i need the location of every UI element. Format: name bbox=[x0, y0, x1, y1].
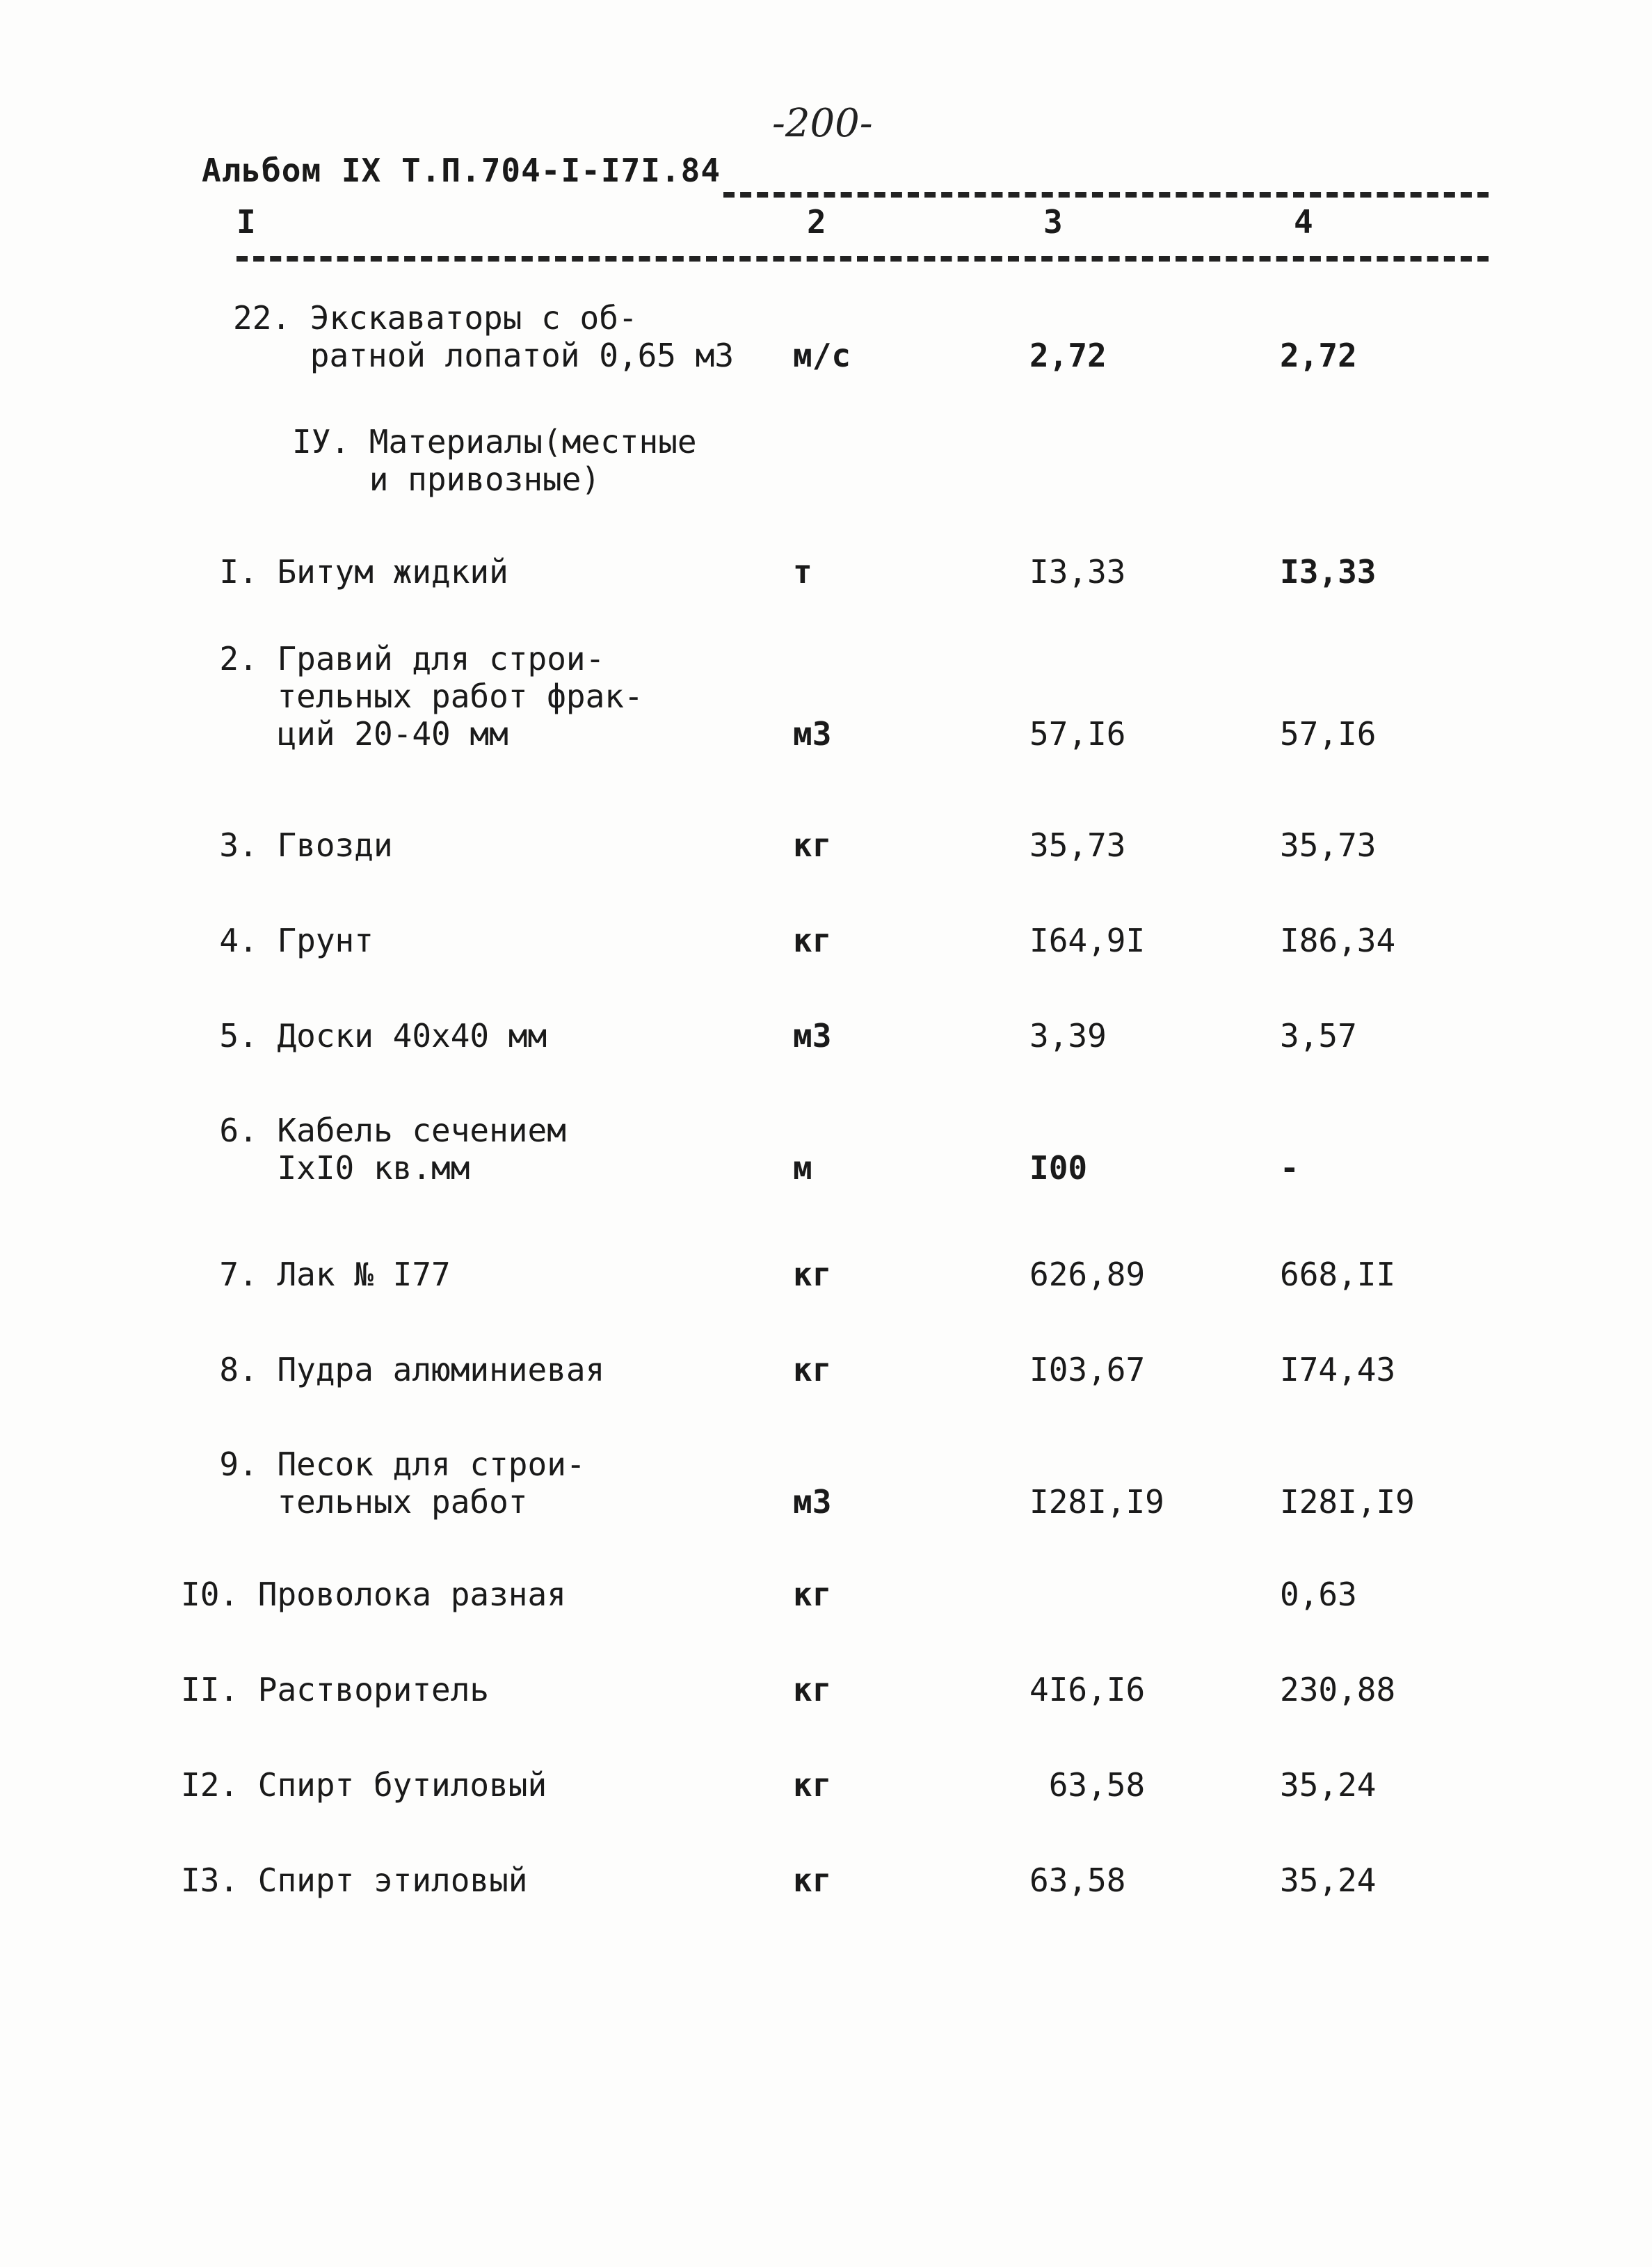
item-name: 2. Гравий для строи- тельных работ фрак- ций 20-40 мм bbox=[219, 640, 643, 753]
item-value-col4: 35,24 bbox=[1280, 1766, 1377, 1804]
item-unit: кг bbox=[793, 1256, 832, 1293]
page-number: -200- bbox=[772, 101, 873, 146]
item-unit: м3 bbox=[793, 1483, 832, 1521]
item-value-col3: 63,58 bbox=[1029, 1766, 1146, 1804]
item-value-col4: I86,34 bbox=[1280, 922, 1396, 959]
item-value-col3: I28I,I9 bbox=[1029, 1483, 1164, 1521]
item-value-col3: I00 bbox=[1029, 1149, 1088, 1187]
item-value-col4: I74,43 bbox=[1280, 1351, 1396, 1388]
item-name: I2. Спирт бутиловый bbox=[181, 1766, 547, 1804]
header-top-rule bbox=[723, 192, 1489, 198]
item-name: II. Растворитель bbox=[181, 1671, 490, 1708]
item-name: I0. Проволока разная bbox=[181, 1576, 566, 1613]
item-value-col4: - bbox=[1280, 1149, 1299, 1187]
item-unit: кг bbox=[793, 1576, 832, 1613]
column-header-3: 3 bbox=[1043, 203, 1063, 241]
item-unit: кг bbox=[793, 1861, 832, 1899]
item-unit: м3 bbox=[793, 715, 832, 753]
item-unit: м3 bbox=[793, 1017, 832, 1055]
item-value-col4: 0,63 bbox=[1280, 1576, 1357, 1613]
item-value-col3: 2,72 bbox=[1029, 337, 1107, 374]
item-value-col3: 626,89 bbox=[1029, 1256, 1146, 1293]
item-name: 5. Доски 40х40 мм bbox=[181, 1017, 547, 1055]
item-value-col3: 57,I6 bbox=[1029, 715, 1126, 753]
item-value-col4: 230,88 bbox=[1280, 1671, 1396, 1708]
item-unit: м bbox=[793, 1149, 812, 1187]
item-unit: кг bbox=[793, 922, 832, 959]
item-value-col4: 35,24 bbox=[1280, 1861, 1377, 1899]
item-name: 4. Грунт bbox=[181, 922, 374, 959]
item-value-col4: 3,57 bbox=[1280, 1017, 1357, 1055]
item-value-col3: 3,39 bbox=[1029, 1017, 1107, 1055]
item-value-col3: I03,67 bbox=[1029, 1351, 1146, 1388]
item-name: I3. Спирт этиловый bbox=[181, 1861, 528, 1899]
item-value-col4: I28I,I9 bbox=[1280, 1483, 1415, 1521]
item-value-col3: 63,58 bbox=[1029, 1861, 1126, 1899]
item-unit: м/с bbox=[793, 337, 851, 374]
item-name: 3. Гвозди bbox=[181, 826, 393, 864]
item-name: 7. Лак № I77 bbox=[181, 1256, 451, 1293]
section-title: IУ. Материалы(местные и привозные) bbox=[292, 423, 697, 498]
column-header-2: 2 bbox=[807, 203, 826, 241]
item-value-col3: I3,33 bbox=[1029, 553, 1126, 591]
item-value-col4: 668,II bbox=[1280, 1256, 1396, 1293]
item-name: 6. Кабель сечением IxI0 кв.мм bbox=[219, 1112, 566, 1187]
item-value-col4: 35,73 bbox=[1280, 826, 1377, 864]
item-name: 22. Экскаваторы с об- ратной лопатой 0,65 м3 bbox=[233, 299, 735, 374]
item-value-col3: 35,73 bbox=[1029, 826, 1126, 864]
item-value-col3: 4I6,I6 bbox=[1029, 1671, 1146, 1708]
column-header-1: I bbox=[236, 203, 256, 241]
item-unit: кг bbox=[793, 1671, 832, 1708]
item-unit: кг bbox=[793, 826, 832, 864]
item-unit: кг bbox=[793, 1766, 832, 1804]
item-name: 9. Песок для строи- тельных работ bbox=[219, 1445, 586, 1521]
header-bottom-rule bbox=[236, 256, 1489, 262]
column-header-4: 4 bbox=[1294, 203, 1313, 241]
item-unit: т bbox=[793, 553, 812, 591]
album-reference: Альбом IX Т.П.704-I-I7I.84 bbox=[202, 152, 721, 189]
item-value-col4: 2,72 bbox=[1280, 337, 1357, 374]
item-value-col3: I64,9I bbox=[1029, 922, 1146, 959]
item-unit: кг bbox=[793, 1351, 832, 1388]
item-value-col4: I3,33 bbox=[1280, 553, 1377, 591]
item-name: 8. Пудра алюминиевая bbox=[181, 1351, 605, 1388]
item-value-col4: 57,I6 bbox=[1280, 715, 1377, 753]
item-name: I. Битум жидкий bbox=[181, 553, 508, 591]
